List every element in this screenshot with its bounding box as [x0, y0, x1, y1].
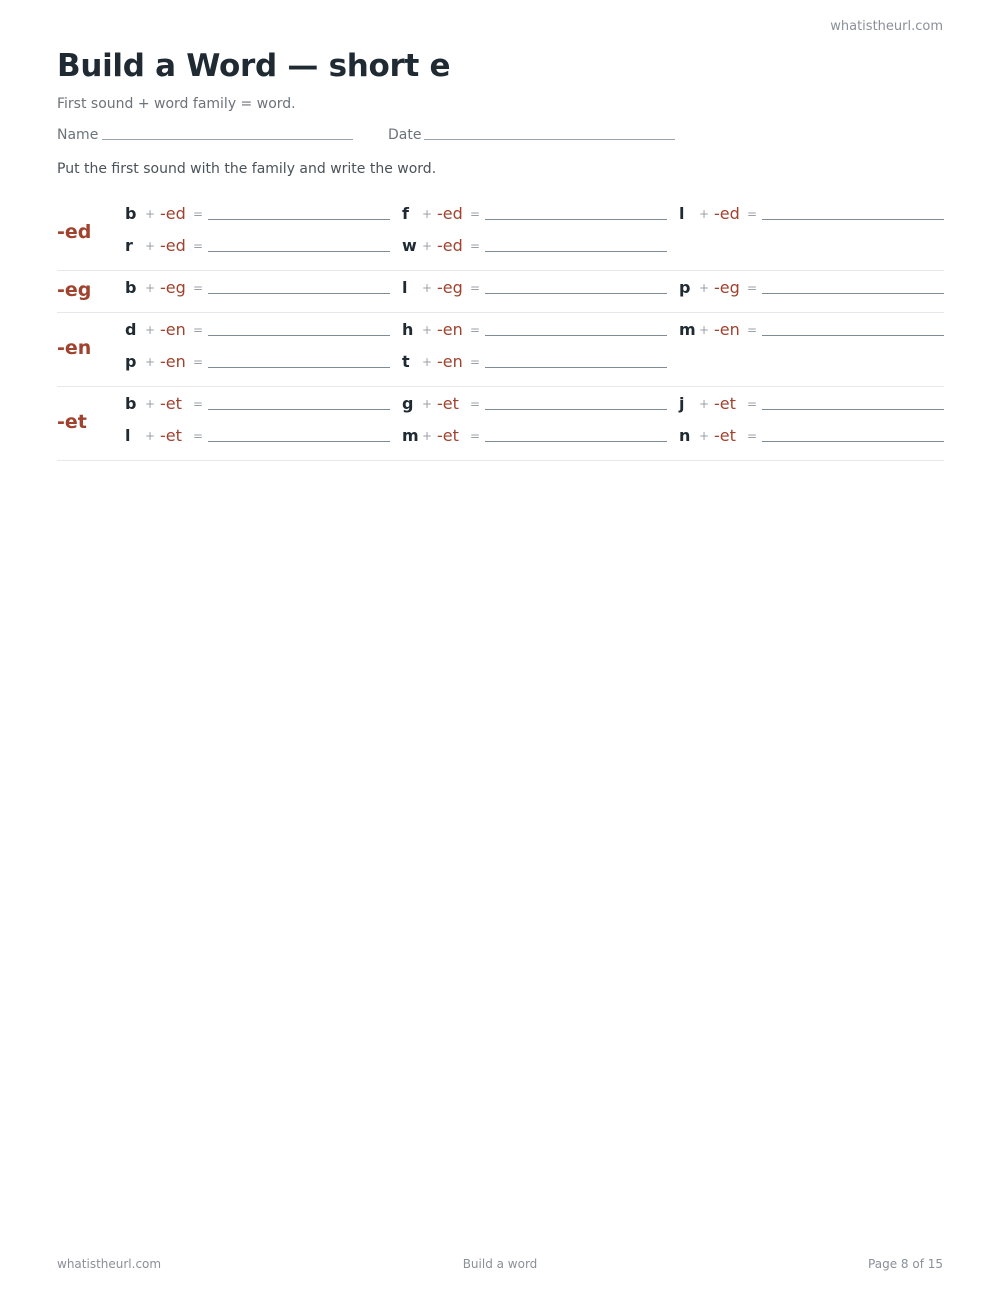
equals-sign: = [193, 207, 204, 221]
first-sound: j [679, 394, 685, 413]
word-build-item [125, 426, 390, 450]
equals-sign: = [470, 397, 481, 411]
word-family-rime: -ed [160, 204, 186, 223]
first-sound: g [402, 394, 414, 413]
answer-line[interactable] [762, 293, 944, 294]
plus-sign: + [422, 239, 433, 253]
site-url-header: whatistheurl.com [830, 19, 943, 34]
answer-line[interactable] [485, 409, 667, 410]
plus-sign: + [145, 355, 156, 369]
word-build-item [402, 204, 667, 228]
answer-line[interactable] [485, 251, 667, 252]
word-build-item [402, 320, 667, 344]
answer-line[interactable] [208, 335, 390, 336]
first-sound: b [125, 394, 137, 413]
first-sound: m [679, 320, 696, 339]
plus-sign: + [699, 397, 710, 411]
answer-line[interactable] [762, 441, 944, 442]
answer-line[interactable] [485, 441, 667, 442]
plus-sign: + [422, 397, 433, 411]
equals-sign: = [470, 239, 481, 253]
plus-sign: + [145, 323, 156, 337]
word-build-item [402, 426, 667, 450]
page-title: Build a Word — short e [57, 48, 451, 84]
word-family-list [57, 197, 944, 461]
equals-sign: = [193, 429, 204, 443]
equals-sign: = [193, 281, 204, 295]
word-family-rime: -et [160, 426, 182, 445]
word-family-block [57, 271, 944, 313]
word-family-rime: -et [714, 426, 736, 445]
footer-site: whatistheurl.com [57, 1257, 162, 1271]
equals-sign: = [747, 429, 758, 443]
plus-sign: + [422, 281, 433, 295]
word-family-rime: -en [160, 320, 186, 339]
equals-sign: = [470, 323, 481, 337]
equals-sign: = [470, 355, 481, 369]
plus-sign: + [422, 429, 433, 443]
word-family-block [57, 197, 944, 271]
word-build-item [679, 426, 944, 450]
plus-sign: + [699, 207, 710, 221]
word-family-label: -en [57, 336, 92, 359]
plus-sign: + [145, 397, 156, 411]
answer-line[interactable] [762, 335, 944, 336]
plus-sign: + [422, 323, 433, 337]
word-family-rime: -en [437, 320, 463, 339]
word-build-item [679, 278, 944, 302]
plus-sign: + [422, 355, 433, 369]
word-build-item [402, 236, 667, 260]
word-build-item [679, 394, 944, 418]
first-sound: b [125, 278, 137, 297]
word-family-rime: -en [437, 352, 463, 371]
plus-sign: + [145, 207, 156, 221]
word-family-block [57, 387, 944, 461]
word-build-item [402, 278, 667, 302]
answer-line[interactable] [208, 293, 390, 294]
date-label: Date [388, 127, 422, 143]
equals-sign: = [193, 355, 204, 369]
equals-sign: = [470, 281, 481, 295]
word-build-item [125, 320, 390, 344]
answer-line[interactable] [485, 293, 667, 294]
footer-title: Build a word [462, 1257, 538, 1271]
equals-sign: = [470, 429, 481, 443]
first-sound: n [679, 426, 691, 445]
word-family-rime: -eg [160, 278, 186, 297]
first-sound: p [679, 278, 691, 297]
word-family-label: -et [57, 410, 87, 433]
word-family-rime: -ed [437, 204, 463, 223]
equals-sign: = [747, 207, 758, 221]
word-build-item [679, 320, 944, 344]
plus-sign: + [145, 281, 156, 295]
name-label: Name [57, 127, 99, 143]
answer-line[interactable] [762, 409, 944, 410]
word-build-item [679, 204, 944, 228]
word-family-rime: -eg [714, 278, 740, 297]
answer-line[interactable] [208, 367, 390, 368]
equals-sign: = [747, 397, 758, 411]
first-sound: t [402, 352, 410, 371]
equals-sign: = [193, 397, 204, 411]
plus-sign: + [145, 429, 156, 443]
first-sound: w [402, 236, 417, 255]
plus-sign: + [699, 281, 710, 295]
first-sound: p [125, 352, 137, 371]
answer-line[interactable] [208, 251, 390, 252]
plus-sign: + [699, 323, 710, 337]
first-sound: b [125, 204, 137, 223]
word-build-item [125, 394, 390, 418]
equals-sign: = [747, 281, 758, 295]
word-family-rime: -ed [437, 236, 463, 255]
word-family-rime: -et [160, 394, 182, 413]
word-build-item [125, 278, 390, 302]
word-family-rime: -en [160, 352, 186, 371]
word-build-item [125, 352, 390, 376]
first-sound: l [125, 426, 131, 445]
word-family-rime: -ed [714, 204, 740, 223]
answer-line[interactable] [208, 441, 390, 442]
word-build-item [125, 236, 390, 260]
plus-sign: + [145, 239, 156, 253]
equals-sign: = [193, 239, 204, 253]
plus-sign: + [422, 207, 433, 221]
word-family-rime: -et [437, 394, 459, 413]
word-family-rime: -et [714, 394, 736, 413]
first-sound: l [679, 204, 685, 223]
answer-line[interactable] [485, 219, 667, 220]
word-family-rime: -en [714, 320, 740, 339]
word-build-item [125, 204, 390, 228]
answer-line[interactable] [762, 219, 944, 220]
answer-line[interactable] [485, 367, 667, 368]
word-family-rime: -eg [437, 278, 463, 297]
answer-line[interactable] [208, 409, 390, 410]
word-build-item [402, 394, 667, 418]
plus-sign: + [699, 429, 710, 443]
word-family-rime: -et [437, 426, 459, 445]
first-sound: r [125, 236, 133, 255]
first-sound: l [402, 278, 408, 297]
word-family-label: -ed [57, 220, 92, 243]
footer-page-number: Page 8 of 15 [868, 1257, 943, 1271]
equals-sign: = [193, 323, 204, 337]
first-sound: d [125, 320, 137, 339]
instructions: Put the first sound with the family and write the word. [57, 161, 437, 177]
word-build-item [402, 352, 667, 376]
equals-sign: = [470, 207, 481, 221]
word-family-label: -eg [57, 278, 92, 301]
answer-line[interactable] [208, 219, 390, 220]
word-family-block [57, 313, 944, 387]
answer-line[interactable] [485, 335, 667, 336]
first-sound: h [402, 320, 414, 339]
date-field[interactable] [424, 139, 675, 140]
name-field[interactable] [102, 139, 353, 140]
first-sound: f [402, 204, 409, 223]
page-subtitle: First sound + word family = word. [57, 96, 296, 112]
first-sound: m [402, 426, 419, 445]
equals-sign: = [747, 323, 758, 337]
word-family-rime: -ed [160, 236, 186, 255]
